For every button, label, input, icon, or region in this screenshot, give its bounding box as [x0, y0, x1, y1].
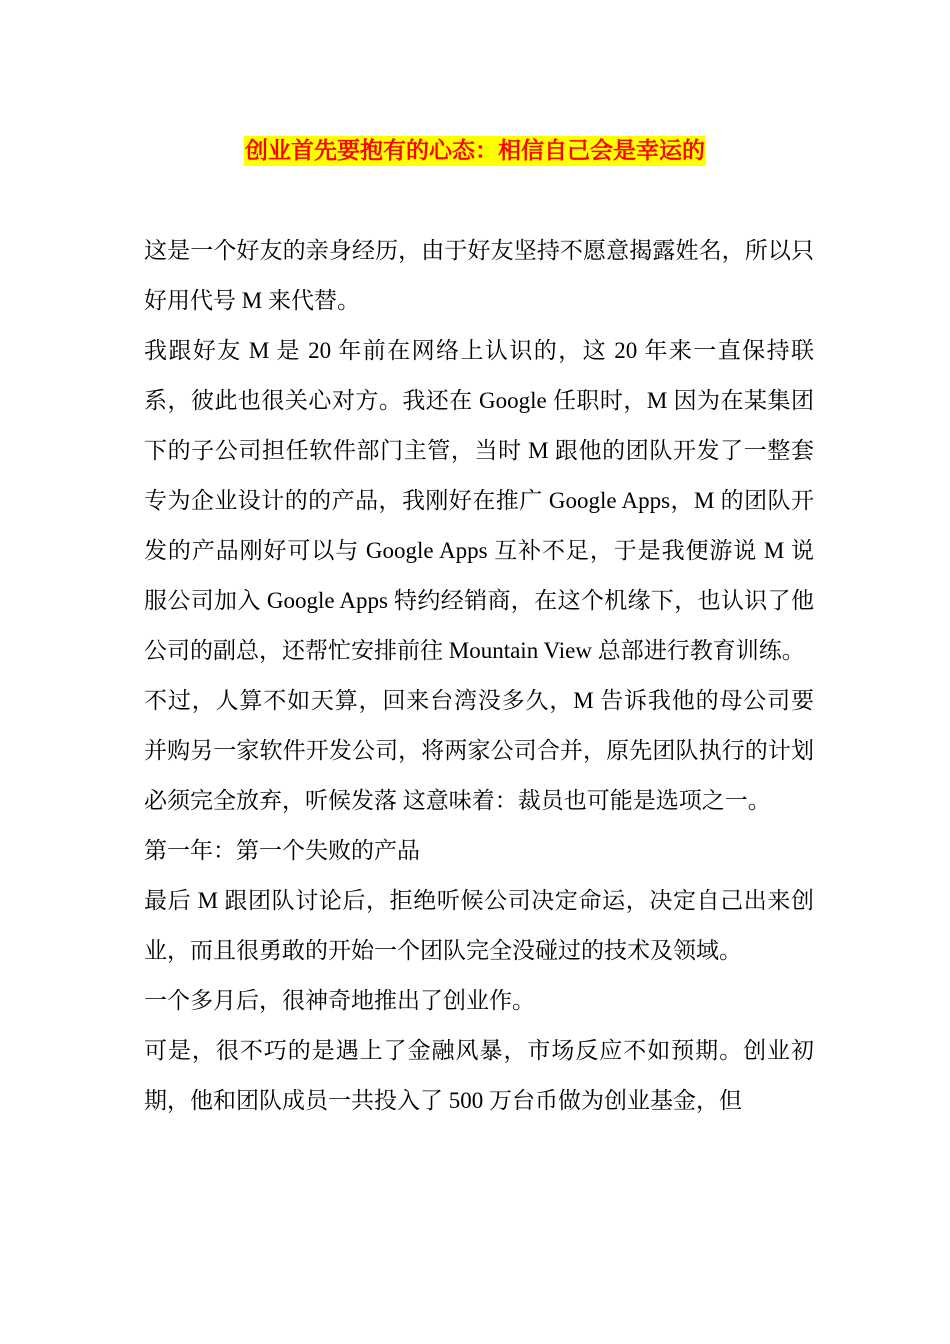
section-heading-first-year: 第一年：第一个失败的产品: [144, 838, 420, 863]
paragraph-launch: 一个多月后，很神奇地推出了创业作。: [144, 988, 535, 1013]
title-row: [0, 136, 950, 166]
document-body: [144, 226, 814, 1126]
paragraph-crisis: 可是，很不巧的是遇上了金融风暴，市场反应不如预期。创业初期，他和团队成员一共投入了 500 万台币做为创业基金，但: [144, 1038, 814, 1113]
document-title: 创业首先要抱有的心态：相信自己会是幸运的: [245, 137, 705, 164]
paragraph-background: 我跟好友 M 是 20 年前在网络上认识的，这 20 年来一直保持联系，彼此也很关心对方。我还在 Google 任职时，M 因为在某集团下的子公司担任软件部门主管，当时 M 跟他的团队开发了一整套专为企业设计的的产品，我刚好在推广 Google Apps，M 的团队开发的产品刚好可以与 Google Apps 互补不足，于是我便游说 M 说服公司加入 Google Apps 特约经销商，在这个机缘下，也认识了他公司的副总，还帮忙安排前往 Mountain View 总部进行教育训练。: [144, 338, 814, 663]
paragraph-decision: 最后 M 跟团队讨论后，拒绝听候公司决定命运，决定自己出来创业，而且很勇敢的开始一个团队完全没碰过的技术及领域。: [144, 888, 814, 963]
paragraph-intro: 这是一个好友的亲身经历，由于好友坚持不愿意揭露姓名，所以只好用代号 M 来代替。: [144, 238, 814, 313]
paragraph-merger: 不过，人算不如天算，回来台湾没多久，M 告诉我他的母公司要并购另一家软件开发公司，将两家公司合并，原先团队执行的计划必须完全放弃，听候发落 这意味着：裁员也可能是选项之一。: [144, 688, 814, 813]
